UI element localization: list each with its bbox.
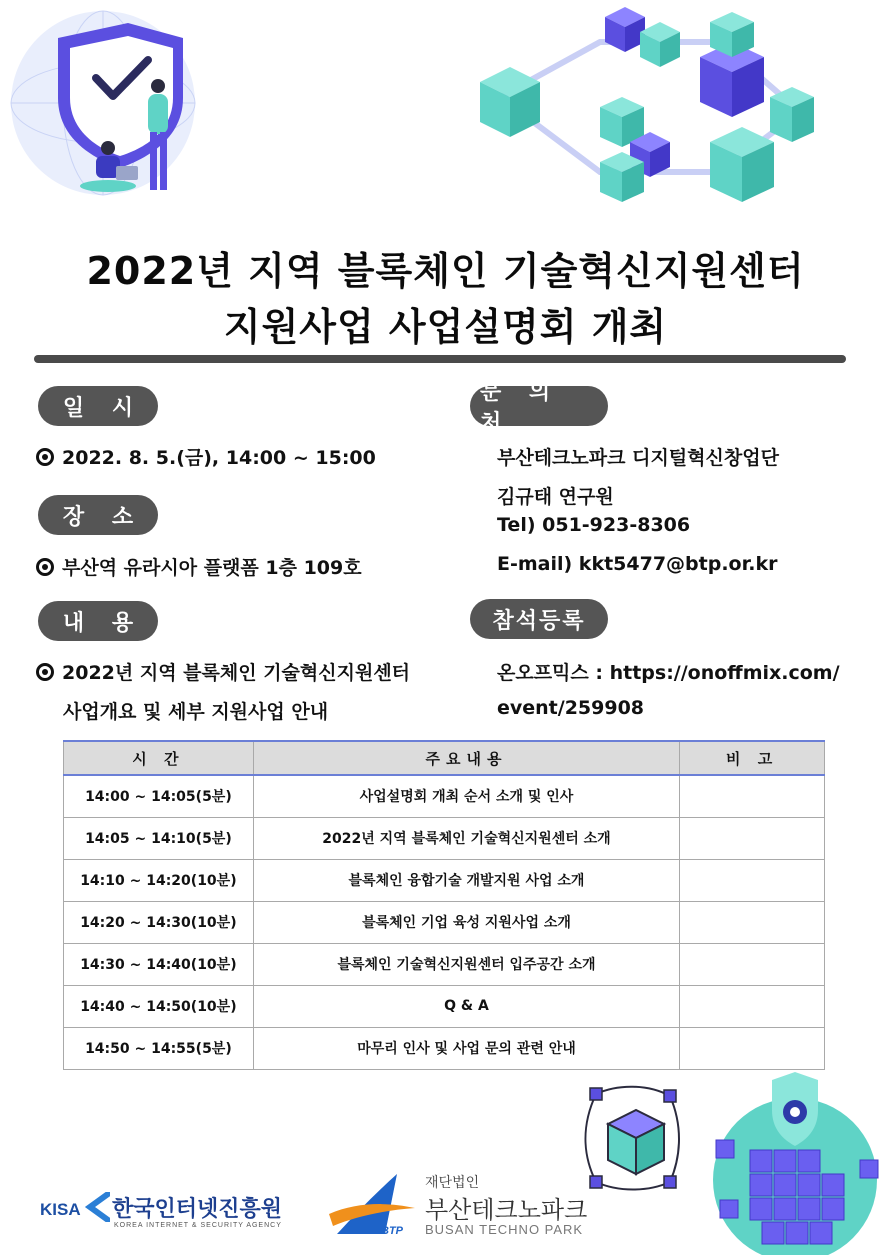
place-value: 부산역 유라시아 플랫폼 1층 109호 — [62, 557, 362, 579]
table-row — [64, 901, 825, 943]
btp-mark-text: BTP — [381, 1225, 403, 1237]
content-label: 내 용 — [38, 601, 158, 641]
row-time: 14:30 ~ 14:40(10분) — [64, 943, 254, 985]
table-row — [64, 1027, 825, 1069]
row-content: 사업설명회 개최 순서 소개 및 인사 — [253, 775, 679, 817]
block-stack-shield-icon — [700, 1070, 890, 1255]
table-row — [64, 859, 825, 901]
header-note: 비 고 — [680, 741, 825, 775]
bullet-icon — [36, 663, 54, 681]
btp-mark-icon — [327, 1172, 419, 1238]
btp-name: 부산테크노파크 — [425, 1196, 588, 1224]
kisa-mark: KISA — [40, 1200, 81, 1219]
row-time: 14:10 ~ 14:20(10분) — [64, 859, 254, 901]
table-header-row — [64, 741, 825, 775]
row-note — [680, 817, 825, 859]
content-value-1: 2022년 지역 블록체인 기술혁신지원센터 — [62, 662, 411, 684]
kisa-chevron-icon — [84, 1192, 110, 1222]
row-time: 14:20 ~ 14:30(10분) — [64, 901, 254, 943]
row-note — [680, 901, 825, 943]
contact-person: 김규태 연구원 — [497, 486, 614, 508]
row-content: 블록체인 기술혁신지원센터 입주공간 소개 — [253, 943, 679, 985]
row-time: 14:40 ~ 14:50(10분) — [64, 985, 254, 1027]
bullet-icon — [36, 448, 54, 466]
date-label: 일 시 — [38, 386, 158, 426]
content-value-2: 사업개요 및 세부 지원사업 안내 — [63, 701, 329, 723]
header-time: 시 간 — [64, 741, 254, 775]
row-content: Q & A — [253, 985, 679, 1027]
place-label: 장 소 — [38, 495, 158, 535]
registration-label: 참석등록 — [470, 599, 608, 639]
shield-check-icon — [8, 8, 198, 198]
row-time: 14:00 ~ 14:05(5분) — [64, 775, 254, 817]
kisa-subtitle: KOREA INTERNET & SECURITY AGENCY — [114, 1222, 282, 1229]
table-row — [64, 985, 825, 1027]
table-row — [64, 817, 825, 859]
row-content: 마무리 인사 및 사업 문의 관련 안내 — [253, 1027, 679, 1069]
contact-tel: Tel) 051-923-8306 — [497, 514, 691, 536]
contact-org: 부산테크노파크 디지털혁신창업단 — [497, 447, 779, 469]
title-divider — [34, 355, 846, 363]
date-value: 2022. 8. 5.(금), 14:00 ~ 15:00 — [62, 447, 376, 469]
row-note — [680, 943, 825, 985]
row-time: 14:05 ~ 14:10(5분) — [64, 817, 254, 859]
btp-small-label: 재단법인 — [425, 1175, 480, 1191]
place-line — [36, 553, 362, 580]
row-note — [680, 775, 825, 817]
row-note — [680, 1027, 825, 1069]
contact-label: 문 의 처 — [470, 386, 608, 426]
row-content: 블록체인 기업 육성 지원사업 소개 — [253, 901, 679, 943]
content-line-1 — [36, 658, 410, 685]
btp-english-name: BUSAN TECHNO PARK — [425, 1222, 584, 1237]
contact-email[interactable]: E-mail) kkt5477@btp.or.kr — [497, 553, 778, 575]
btp-logo — [325, 1170, 595, 1240]
row-content: 블록체인 융합기술 개발지원 사업 소개 — [253, 859, 679, 901]
row-time: 14:50 ~ 14:55(5분) — [64, 1027, 254, 1069]
page-title-line-2: 지원사업 사업설명회 개최 — [223, 305, 668, 349]
blockchain-cubes-icon — [470, 2, 840, 212]
registration-link-1[interactable]: 온오프믹스 : https://onoffmix.com/ — [497, 662, 840, 684]
row-content: 2022년 지역 블록체인 기술혁신지원센터 소개 — [253, 817, 679, 859]
schedule-table — [63, 740, 825, 1070]
registration-link-2[interactable]: event/259908 — [497, 697, 645, 719]
kisa-logo — [40, 1188, 300, 1238]
row-note — [680, 859, 825, 901]
table-row — [64, 775, 825, 817]
kisa-name: 한국인터넷진흥원 — [112, 1197, 283, 1222]
date-line — [36, 443, 376, 470]
row-note — [680, 985, 825, 1027]
bullet-icon — [36, 558, 54, 576]
table-row — [64, 943, 825, 985]
header-content: 주요내용 — [253, 741, 679, 775]
page-title-line-1: 2022년 지역 블록체인 기술혁신지원센터 — [86, 249, 805, 293]
